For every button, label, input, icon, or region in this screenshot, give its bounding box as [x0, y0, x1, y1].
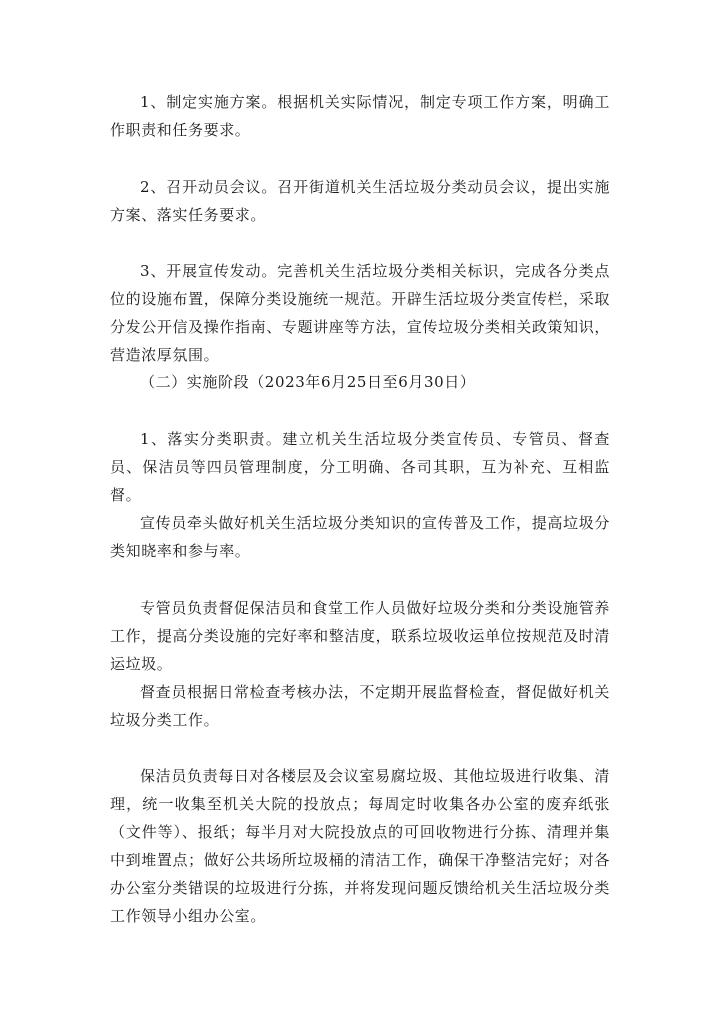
- paragraph-8: 保洁员负责每日对各楼层及会议室易腐垃圾、其他垃圾进行收集、清理，统一收集至机关大院的投放点；每周定时收集各办公室的废弃纸张（文件等）、报纸；每半月对大院投放点的可回收物进行分拣、清理并集中到堆置点；做好公共场所垃圾桶的清洁工作，确保干净整洁完好；对各办公室分类错误的垃圾进行分拣，并将发现问题反馈给机关生活垃圾分类工作领导小组办公室。: [110, 767, 610, 925]
- paragraph-3: 3、开展宣传发动。完善机关生活垃圾分类相关标识，完成各分类点位的设施布置，保障分类设施统一规范。开辟生活垃圾分类宣传栏，采取分发公开信及操作指南、专题讲座等方法，宣传垃圾分类相关政策知识，营造浓厚氛围。: [110, 262, 610, 364]
- section-heading-implementation: （二）实施阶段（2023年6月25日至6月30日）: [140, 373, 476, 391]
- paragraph-1: 1、制定实施方案。根据机关实际情况，制定专项工作方案，明确工作职责和任务要求。: [110, 93, 610, 139]
- paragraph-4: 1、落实分类职责。建立机关生活垃圾分类宣传员、专管员、督查员、保洁员等四员管理制度，分工明确、各司其职，互为补充、互相监督。: [110, 430, 610, 504]
- paragraph-2: 2、召开动员会议。召开街道机关生活垃圾分类动员会议，提出实施方案、落实任务要求。: [110, 178, 610, 224]
- paragraph-6: 专管员负责督促保洁员和食堂工作人员做好垃圾分类和分类设施管养工作，提高分类设施的完好率和整洁度，联系垃圾收运单位按规范及时清运垃圾。: [110, 599, 610, 673]
- paragraph-7: 督查员根据日常检查考核办法，不定期开展监督检查，督促做好机关垃圾分类工作。: [110, 683, 610, 729]
- paragraph-5: 宣传员牵头做好机关生活垃圾分类知识的宣传普及工作，提高垃圾分类知晓率和参与率。: [110, 514, 610, 560]
